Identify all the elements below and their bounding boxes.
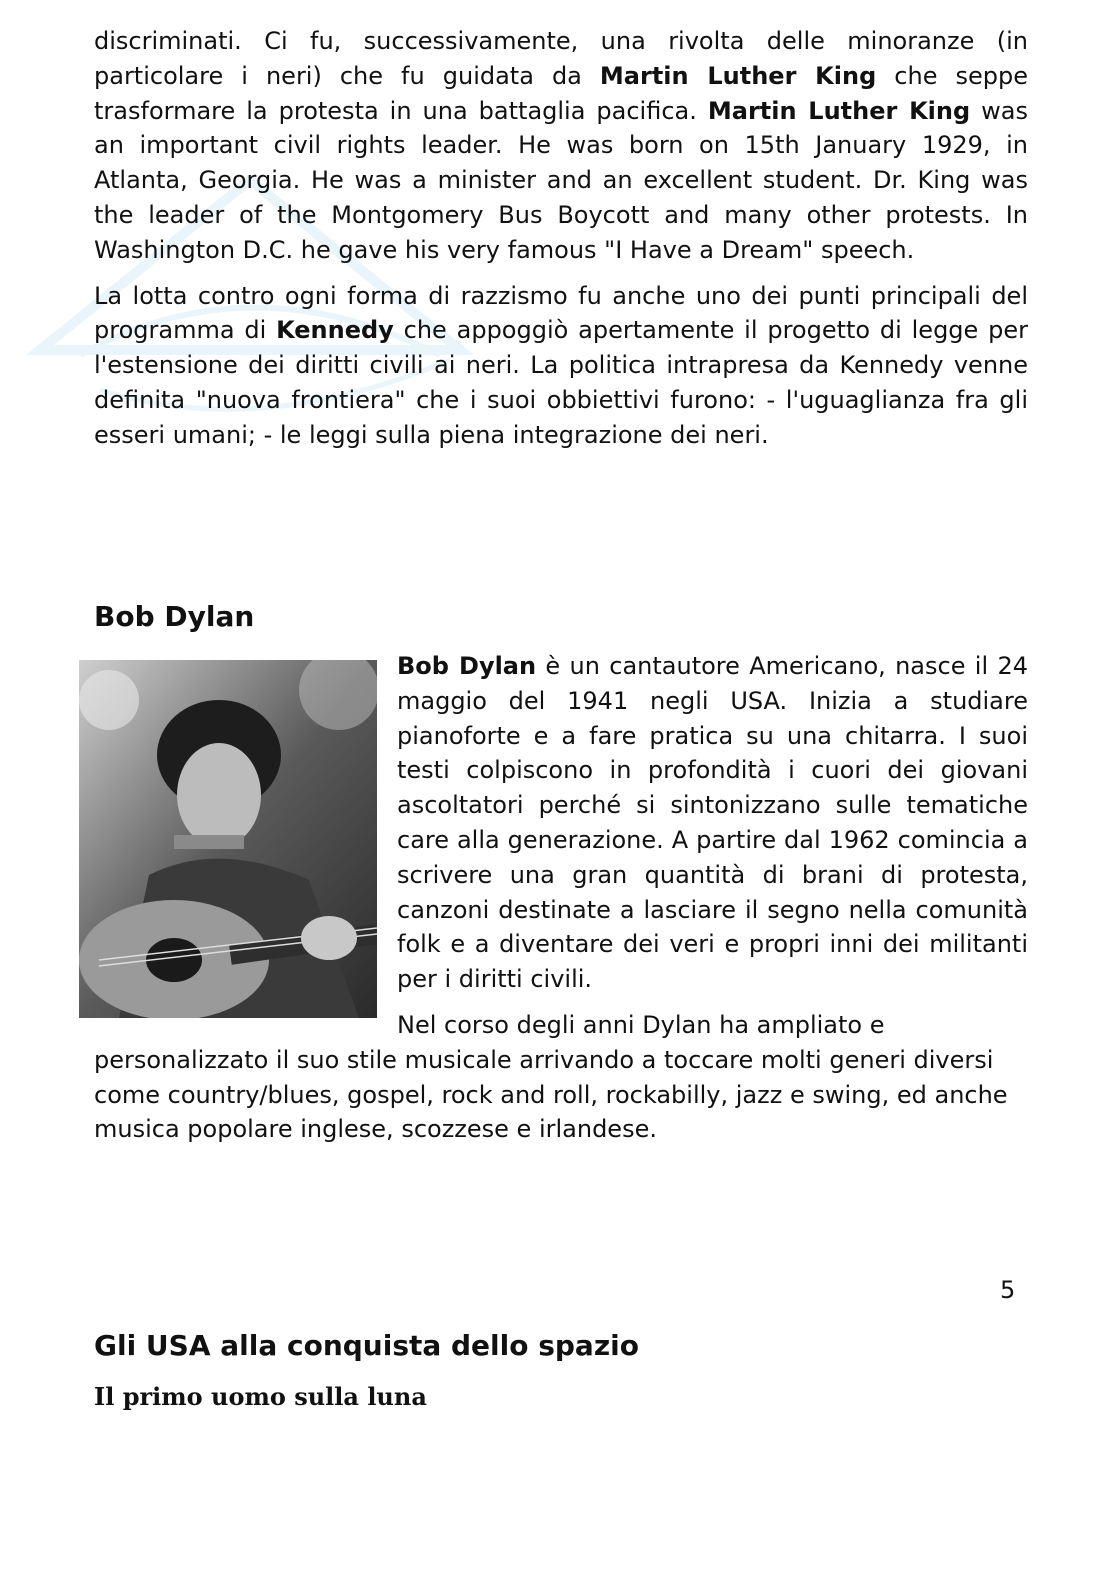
text-run: che seppe trasformare la protesta in una battaglia pacifica. — [94, 61, 1028, 125]
section-heading-bob-dylan: Bob Dylan — [94, 600, 255, 633]
text-run: che appoggiò apertamente il progetto di legge per l'estensione dei diritti civili ai neri. La politica intrapresa da Kennedy venne definita "nuova frontiera" che i suoi obbiettivi furono: - l'uguaglianza fra gli esseri umani; - le leggi sulla piena integrazione dei neri. — [94, 316, 1028, 449]
bob-dylan-section — [94, 649, 1028, 1147]
text-run: was an important civil rights leader. He was born on 15th January 1929, in Atlanta, Georgia. He was a minister and an excellent student. Dr. King was the leader of the Montgomery Bus Boycott and many other protests. In Washington D.C. he gave his very famous "I Have a Dream" speech. — [94, 96, 1029, 264]
intro-text — [94, 24, 1028, 453]
bob-dylan-photo — [79, 660, 377, 1018]
page-number: 5 — [1000, 1276, 1016, 1304]
text-run: La lotta contro ogni forma di razzismo fu anche uno dei punti principali del programma di — [94, 281, 1028, 345]
bold-name: Martin Luther King — [599, 61, 877, 90]
text-run: discriminati. Ci fu, successivamente, una rivolta delle minoranze (in particolare i neri) che fu guidata da — [94, 27, 1028, 90]
bold-name: Bob Dylan — [397, 652, 537, 680]
paragraph-dylan-style: Nel corso degli anni Dylan ha ampliato e personalizzato il suo stile musicale arrivando a toccare molti generi diversi come country/blues, gospel, rock and roll, rockabilly, jazz e swing, ed anche musica popolare inglese, scozzese e irlandese. — [94, 1010, 1008, 1144]
section-heading-usa-space: Gli USA alla conquista dello spazio — [94, 1329, 639, 1362]
bold-name: Martin Luther King — [707, 96, 971, 125]
text-run: è un cantautore Americano, nasce il 24 maggio del 1941 negli USA. Inizia a studiare pianoforte e a fare pratica su una chitarra. I suoi testi colpiscono in profondità i cuori dei giovani ascoltatori perché si sintonizzano sulle tematiche care alla generazione. A partire dal 1962 comincia a scrivere una gran quantità di brani di protesta, canzoni destinate a lasciare il segno nella comunità folk e a diventare dei veri e propri inni dei militanti per i diritti civili. — [397, 652, 1028, 994]
paragraph-kennedy — [94, 279, 1028, 453]
paragraph-mlk — [94, 24, 1028, 268]
bold-name: Kennedy — [276, 316, 394, 345]
subheading-moon: Il primo uomo sulla luna — [94, 1382, 427, 1411]
